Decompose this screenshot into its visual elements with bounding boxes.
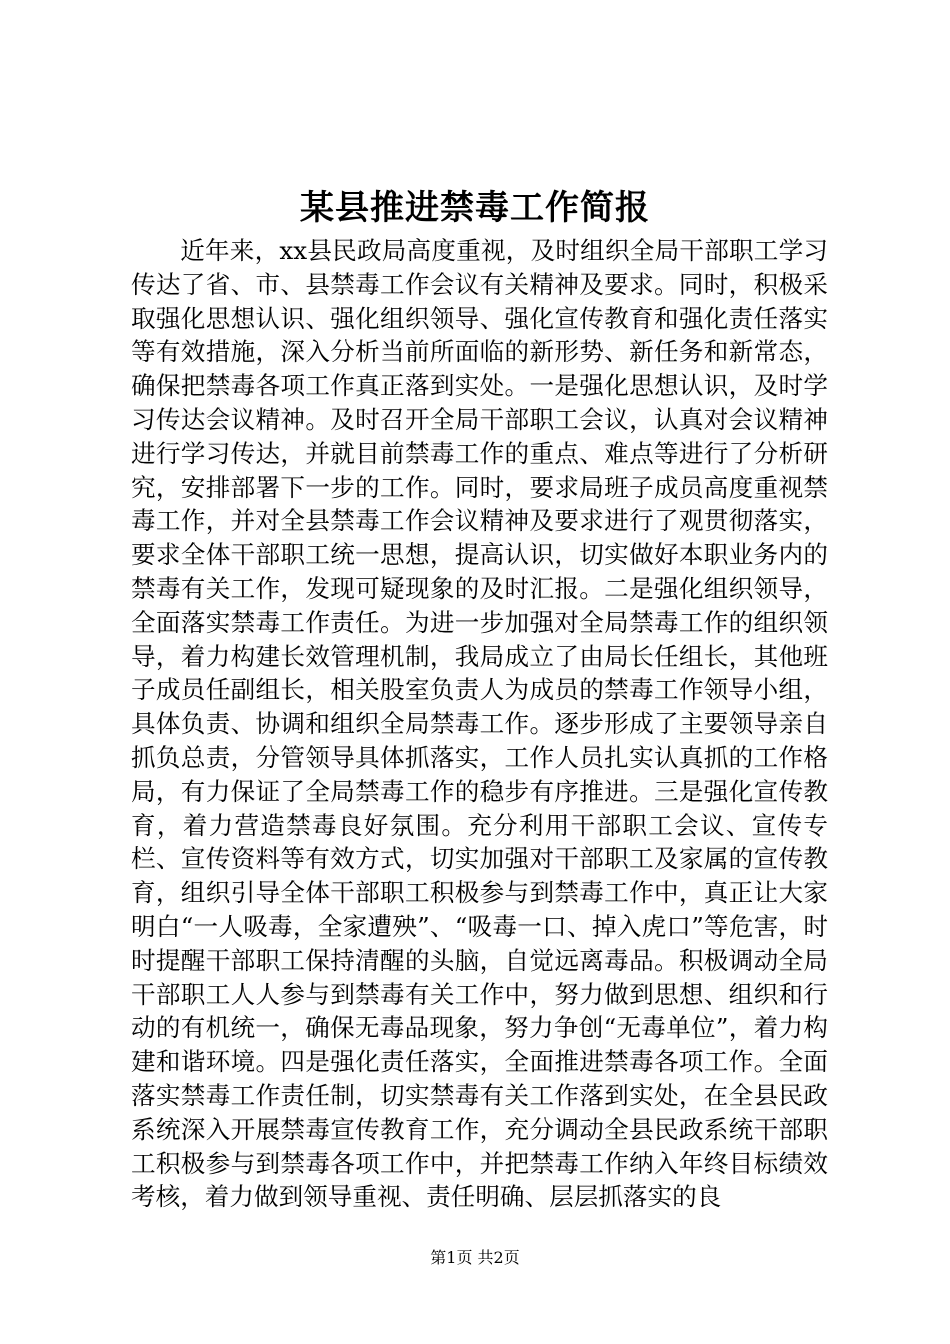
document-title: 某县推进禁毒工作简报	[300, 188, 650, 228]
document-body-paragraph: 近年来，xx县民政局高度重视，及时组织全局干部职工学习传达了省、市、县禁毒工作会议有关精神及要求。同时，积极采取强化思想认识、强化组织领导、强化宣传教育和强化责任落实等有效措施，深入分析当前所面临的新形势、新任务和新常态，确保把禁毒各项工作真正落到实处。一是强化思想认识，及时学习传达会议精神。及时召开全局干部职工会议，认真对会议精神进行学习传达，并就目前禁毒工作的重点、难点等进行了分析研究，安排部署下一步的工作。同时，要求局班子成员高度重视禁毒工作，并对全县禁毒工作会议精神及要求进行了观贯彻落实，要求全体干部职工统一思想，提高认识，切实做好本职业务内的禁毒有关工作，发现可疑现象的及时汇报。二是强化组织领导，全面落实禁毒工作责任。为进一步加强对全局禁毒工作的组织领导，着力构建长效管理机制，我局成立了由局长任组长，其他班子成员任副组长，相关股室负责人为成员的禁毒工作领导小组，具体负责、协调和组织全局禁毒工作。逐步形成了主要领导亲自抓负总责，分管领导具体抓落实，工作人员扎实认真抓的工作格局，有力保证了全局禁毒工作的稳步有序推进。三是强化宣传教育，着力营造禁毒良好氛围。充分利用干部职工会议、宣传专栏、宣传资料等有效方式，切实加强对干部职工及家属的宣传教育，组织引导全体干部职工积极参与到禁毒工作中，真正让大家明白“一人吸毒，全家遭殃”、“吸毒一口、掉入虎口”等危害，时时提醒干部职工保持清醒的头脑，自觉远离毒品。积极调动全局干部职工人人参与到禁毒有关工作中，努力做到思想、组织和行动的有机统一，确保无毒品现象，努力争创“无毒单位”，着力构建和谐环境。四是强化责任落实，全面推进禁毒各项工作。全面落实禁毒工作责任制，切实禁毒有关工作落到实处，在全县民政系统深入开展禁毒宣传教育工作，充分调动全县民政系统干部职工积极参与到禁毒各项工作中，并把禁毒工作纳入年终目标绩效考核，着力做到领导重视、责任明确、层层抓落实的良	[131, 236, 828, 1212]
page-number-footer: 第1页 共2页	[430, 1248, 520, 1267]
